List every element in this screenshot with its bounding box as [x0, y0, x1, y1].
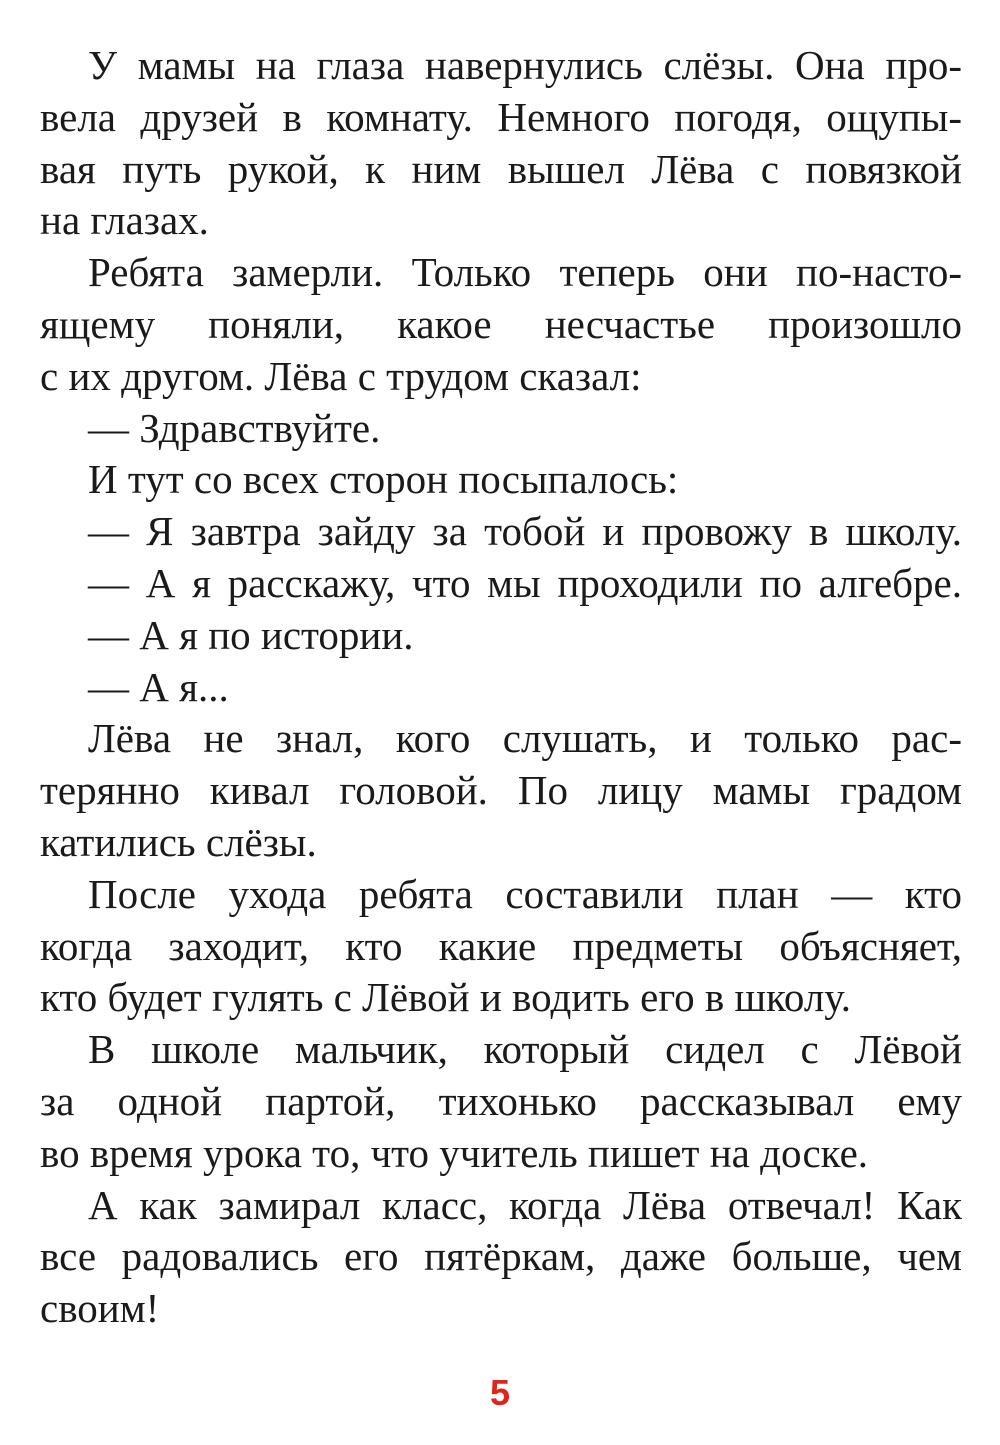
text-line: После ухода ребята составили план — кто	[88, 870, 962, 917]
book-page-text	[40, 40, 962, 1335]
text-line: Лёва не знал, кого слушать, и только рас-	[88, 715, 962, 762]
text-line: вая путь рукой, к ним вышел Лёва с повязкой	[40, 145, 962, 192]
dialogue-line: — А я расскажу, что мы проходили по алгебре.	[88, 559, 962, 606]
text-line: У мамы на глаза навернулись слёзы. Она про-	[88, 42, 962, 88]
page-number: 5	[489, 1372, 511, 1413]
dialogue-line: — Здравствуйте.	[88, 404, 381, 451]
text-line: кто будет гулять с Лёвой и водить его в школу.	[40, 974, 851, 1021]
text-line: терянно кивал головой. По лицу мамы градом	[40, 767, 962, 814]
text-line: ящему поняли, какое несчастье произошло	[40, 300, 962, 347]
text-line: И тут со всех сторон посыпалось:	[88, 456, 679, 503]
dialogue-line: — А я...	[88, 663, 229, 710]
dialogue-line: — А я по истории.	[88, 611, 414, 658]
text-line: на глазах.	[40, 197, 209, 244]
text-line: своим!	[40, 1285, 160, 1332]
text-line: с их другом. Лёва с трудом сказал:	[40, 352, 642, 399]
text-line: вела друзей в комнату. Немного погодя, ощупы-	[40, 93, 962, 140]
text-line: за одной партой, тихонько рассказывал ему	[40, 1077, 962, 1124]
dialogue-line: — Я завтра зайду за тобой и провожу в школу.	[88, 508, 962, 555]
text-line: Ребята замерли. Только теперь они по-насто-	[88, 249, 962, 296]
text-line: когда заходит, кто какие предметы объясняет,	[40, 922, 962, 969]
text-line: А как замирал класс, когда Лёва отвечал! Как	[88, 1181, 962, 1228]
text-line: В школе мальчик, который сидел с Лёвой	[88, 1026, 962, 1073]
text-line: все радовались его пятёркам, даже больше, чем	[40, 1233, 962, 1280]
text-line: во время урока то, что учитель пишет на доске.	[40, 1129, 869, 1176]
text-line: катились слёзы.	[40, 818, 317, 865]
